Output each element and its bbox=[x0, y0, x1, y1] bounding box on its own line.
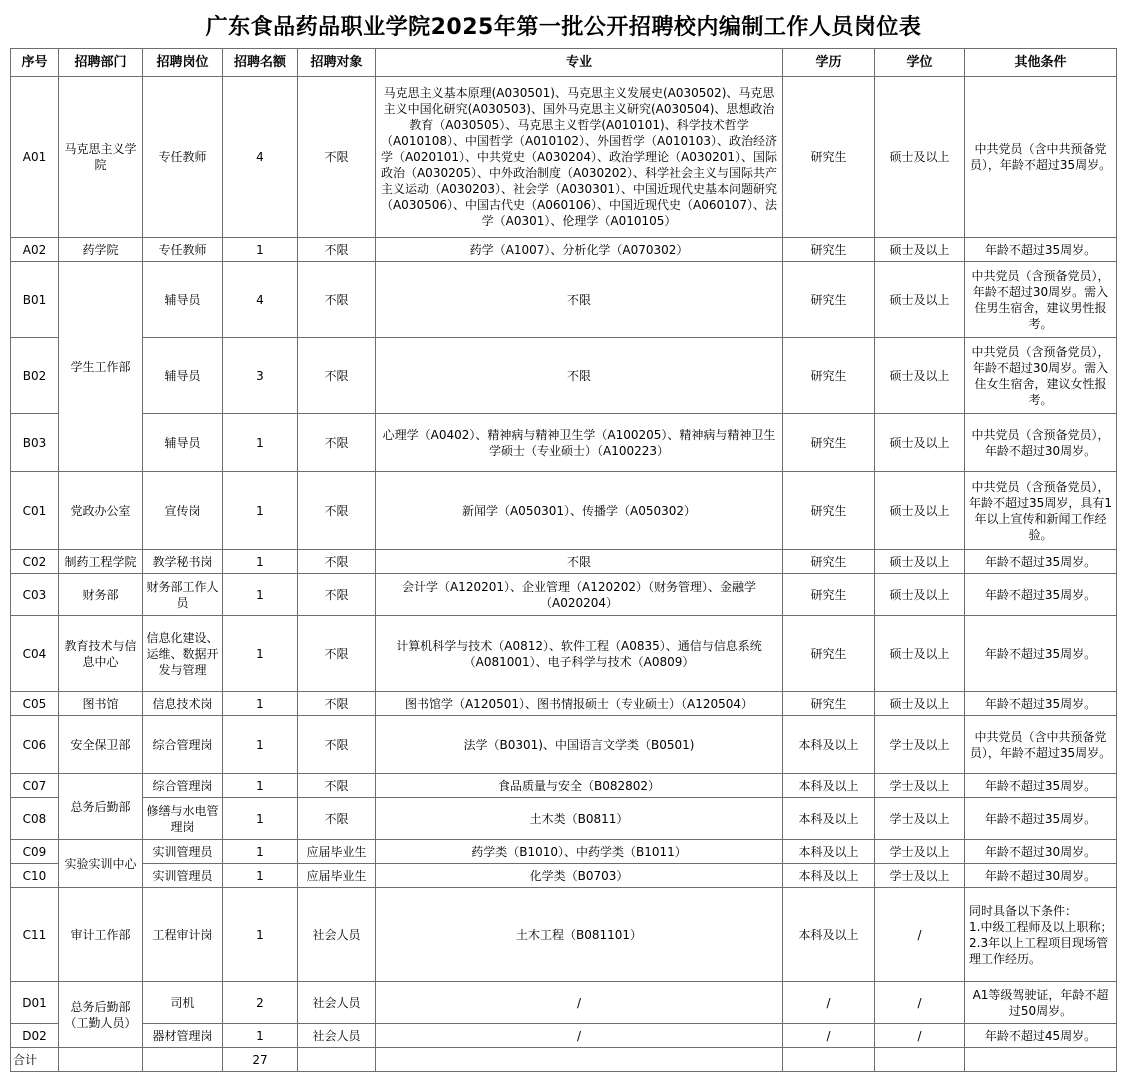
cell-target: 不限 bbox=[298, 692, 376, 716]
cell-count: 1 bbox=[223, 864, 298, 888]
cell-post: 信息技术岗 bbox=[143, 692, 223, 716]
cell-post: 实训管理员 bbox=[143, 864, 223, 888]
cell-edu: 研究生 bbox=[783, 262, 875, 338]
cell-count: 1 bbox=[223, 550, 298, 574]
cell-dept: 马克思主义学院 bbox=[59, 77, 143, 238]
header-cell: 序号 bbox=[11, 49, 59, 77]
cell-count: 1 bbox=[223, 1024, 298, 1048]
cell-degree: 硕士及以上 bbox=[875, 77, 965, 238]
cell-post: 综合管理岗 bbox=[143, 774, 223, 798]
cell-id: C03 bbox=[11, 574, 59, 616]
cell-degree: 硕士及以上 bbox=[875, 414, 965, 472]
cell-count: 4 bbox=[223, 77, 298, 238]
cell-major: 图书馆学（A120501）、图书情报硕士（专业硕士）（A120504） bbox=[376, 692, 783, 716]
table-row bbox=[11, 864, 1117, 888]
table-row bbox=[11, 77, 1117, 238]
cell-edu: 研究生 bbox=[783, 574, 875, 616]
cell-post: 器材管理岗 bbox=[143, 1024, 223, 1048]
cell-other: 年龄不超过45周岁。 bbox=[965, 1024, 1117, 1048]
cell-target: 社会人员 bbox=[298, 1024, 376, 1048]
cell-other: 中共党员（含中共预备党员），年龄不超过35周岁。 bbox=[965, 77, 1117, 238]
cell-id: C11 bbox=[11, 888, 59, 982]
cell-target: 不限 bbox=[298, 262, 376, 338]
cell-degree: / bbox=[875, 982, 965, 1024]
cell-count: 1 bbox=[223, 414, 298, 472]
page-title: 广东食品药品职业学院2025年第一批公开招聘校内编制工作人员岗位表 bbox=[205, 15, 922, 40]
table-row bbox=[11, 1024, 1117, 1048]
table-row bbox=[11, 574, 1117, 616]
table-row bbox=[11, 414, 1117, 472]
cell-dept: 财务部 bbox=[59, 574, 143, 616]
cell-edu: 本科及以上 bbox=[783, 864, 875, 888]
table-row bbox=[11, 774, 1117, 798]
cell-post: 信息化建设、运维、数据开发与管理 bbox=[143, 616, 223, 692]
cell-count: 1 bbox=[223, 840, 298, 864]
cell-other: 中共党员（含预备党员），年龄不超过30周岁。 bbox=[965, 414, 1117, 472]
cell-id: C07 bbox=[11, 774, 59, 798]
cell-dept: 总务后勤部（工勤人员） bbox=[59, 982, 143, 1048]
cell-post: 辅导员 bbox=[143, 338, 223, 414]
cell-count: 1 bbox=[223, 888, 298, 982]
cell-count: 2 bbox=[223, 982, 298, 1024]
cell-degree: 学士及以上 bbox=[875, 798, 965, 840]
cell-post: 教学秘书岗 bbox=[143, 550, 223, 574]
cell-edu: / bbox=[783, 1024, 875, 1048]
cell-dept: 图书馆 bbox=[59, 692, 143, 716]
cell-edu: 本科及以上 bbox=[783, 716, 875, 774]
cell-target: 不限 bbox=[298, 77, 376, 238]
cell-count: 4 bbox=[223, 262, 298, 338]
table-row bbox=[11, 262, 1117, 338]
cell-degree: 学士及以上 bbox=[875, 864, 965, 888]
cell-id: C06 bbox=[11, 716, 59, 774]
cell-count: 1 bbox=[223, 472, 298, 550]
cell-id: B03 bbox=[11, 414, 59, 472]
cell-degree: 硕士及以上 bbox=[875, 616, 965, 692]
cell-target: 社会人员 bbox=[298, 888, 376, 982]
header-cell: 学位 bbox=[875, 49, 965, 77]
cell-degree: / bbox=[875, 1024, 965, 1048]
cell-degree: 硕士及以上 bbox=[875, 338, 965, 414]
recruitment-table bbox=[10, 48, 1117, 1072]
cell-target: 不限 bbox=[298, 338, 376, 414]
cell-post: 专任教师 bbox=[143, 238, 223, 262]
cell-post: 司机 bbox=[143, 982, 223, 1024]
header-cell: 招聘对象 bbox=[298, 49, 376, 77]
cell-edu: 本科及以上 bbox=[783, 840, 875, 864]
cell-id: A02 bbox=[11, 238, 59, 262]
cell-major: 不限 bbox=[376, 338, 783, 414]
cell-other: 年龄不超过35周岁。 bbox=[965, 550, 1117, 574]
table-row bbox=[11, 888, 1117, 982]
cell-other: 年龄不超过35周岁。 bbox=[965, 798, 1117, 840]
cell-other: 中共党员（含预备党员），年龄不超过30周岁。需入住女生宿舍，建议女性报考。 bbox=[965, 338, 1117, 414]
cell-edu: 研究生 bbox=[783, 692, 875, 716]
empty-cell bbox=[59, 1048, 143, 1072]
empty-cell bbox=[783, 1048, 875, 1072]
cell-other: 年龄不超过35周岁。 bbox=[965, 692, 1117, 716]
cell-count: 1 bbox=[223, 716, 298, 774]
cell-target: 不限 bbox=[298, 472, 376, 550]
cell-degree: 学士及以上 bbox=[875, 716, 965, 774]
cell-post: 宣传岗 bbox=[143, 472, 223, 550]
total-label: 合计 bbox=[11, 1048, 59, 1072]
header-row bbox=[11, 49, 1117, 77]
table-row bbox=[11, 982, 1117, 1024]
cell-id: C04 bbox=[11, 616, 59, 692]
empty-cell bbox=[298, 1048, 376, 1072]
cell-other: 年龄不超过35周岁。 bbox=[965, 774, 1117, 798]
cell-edu: 研究生 bbox=[783, 472, 875, 550]
table-row bbox=[11, 550, 1117, 574]
cell-id: C09 bbox=[11, 840, 59, 864]
cell-other: 年龄不超过35周岁。 bbox=[965, 574, 1117, 616]
cell-other: 年龄不超过30周岁。 bbox=[965, 840, 1117, 864]
cell-count: 1 bbox=[223, 574, 298, 616]
cell-count: 1 bbox=[223, 616, 298, 692]
cell-edu: 研究生 bbox=[783, 338, 875, 414]
cell-dept: 药学院 bbox=[59, 238, 143, 262]
cell-major: 不限 bbox=[376, 262, 783, 338]
cell-target: 不限 bbox=[298, 774, 376, 798]
cell-id: B01 bbox=[11, 262, 59, 338]
cell-target: 不限 bbox=[298, 716, 376, 774]
cell-dept: 制药工程学院 bbox=[59, 550, 143, 574]
header-cell: 招聘岗位 bbox=[143, 49, 223, 77]
cell-major: 不限 bbox=[376, 550, 783, 574]
cell-id: D01 bbox=[11, 982, 59, 1024]
cell-target: 不限 bbox=[298, 616, 376, 692]
cell-id: D02 bbox=[11, 1024, 59, 1048]
cell-edu: 研究生 bbox=[783, 77, 875, 238]
cell-dept: 党政办公室 bbox=[59, 472, 143, 550]
cell-major: 药学类（B1010）、中药学类（B1011） bbox=[376, 840, 783, 864]
cell-other: A1等级驾驶证，年龄不超过50周岁。 bbox=[965, 982, 1117, 1024]
cell-other: 年龄不超过35周岁。 bbox=[965, 238, 1117, 262]
cell-target: 不限 bbox=[298, 550, 376, 574]
cell-degree: 硕士及以上 bbox=[875, 238, 965, 262]
table-row bbox=[11, 472, 1117, 550]
cell-id: C08 bbox=[11, 798, 59, 840]
cell-degree: 硕士及以上 bbox=[875, 262, 965, 338]
cell-count: 1 bbox=[223, 774, 298, 798]
cell-post: 辅导员 bbox=[143, 262, 223, 338]
cell-major: 心理学（A0402）、精神病与精神卫生学（A100205）、精神病与精神卫生学硕士（专业硕士）（A100223） bbox=[376, 414, 783, 472]
table-row bbox=[11, 840, 1117, 864]
cell-id: C10 bbox=[11, 864, 59, 888]
cell-dept: 安全保卫部 bbox=[59, 716, 143, 774]
cell-count: 1 bbox=[223, 798, 298, 840]
cell-degree: 硕士及以上 bbox=[875, 692, 965, 716]
cell-post: 辅导员 bbox=[143, 414, 223, 472]
cell-edu: 本科及以上 bbox=[783, 798, 875, 840]
cell-major: 法学（B0301)、中国语言文学类（B0501) bbox=[376, 716, 783, 774]
cell-degree: 硕士及以上 bbox=[875, 574, 965, 616]
cell-edu: 本科及以上 bbox=[783, 888, 875, 982]
empty-cell bbox=[143, 1048, 223, 1072]
cell-target: 不限 bbox=[298, 414, 376, 472]
cell-major: 计算机科学与技术（A0812）、软件工程（A0835）、通信与信息系统（A081001）、电子科学与技术（A0809） bbox=[376, 616, 783, 692]
empty-cell bbox=[965, 1048, 1117, 1072]
cell-major: 食品质量与安全（B082802） bbox=[376, 774, 783, 798]
header-cell: 招聘部门 bbox=[59, 49, 143, 77]
cell-major: 化学类（B0703） bbox=[376, 864, 783, 888]
header-cell: 其他条件 bbox=[965, 49, 1117, 77]
cell-other: 中共党员（含中共预备党员），年龄不超过35周岁。 bbox=[965, 716, 1117, 774]
cell-target: 应届毕业生 bbox=[298, 840, 376, 864]
cell-edu: 研究生 bbox=[783, 550, 875, 574]
cell-major: 药学（A1007）、分析化学（A070302） bbox=[376, 238, 783, 262]
cell-post: 修缮与水电管理岗 bbox=[143, 798, 223, 840]
cell-major: 新闻学（A050301）、传播学（A050302） bbox=[376, 472, 783, 550]
total-count: 27 bbox=[223, 1048, 298, 1072]
cell-other: 中共党员（含预备党员），年龄不超过30周岁。需入住男生宿舍，建议男性报考。 bbox=[965, 262, 1117, 338]
cell-target: 社会人员 bbox=[298, 982, 376, 1024]
table-row bbox=[11, 338, 1117, 414]
table-row bbox=[11, 692, 1117, 716]
cell-count: 3 bbox=[223, 338, 298, 414]
table-row bbox=[11, 238, 1117, 262]
header-cell: 学历 bbox=[783, 49, 875, 77]
cell-dept: 审计工作部 bbox=[59, 888, 143, 982]
cell-degree: 学士及以上 bbox=[875, 840, 965, 864]
cell-other: 年龄不超过35周岁。 bbox=[965, 616, 1117, 692]
cell-edu: 研究生 bbox=[783, 616, 875, 692]
cell-degree: 硕士及以上 bbox=[875, 472, 965, 550]
header-cell: 专业 bbox=[376, 49, 783, 77]
cell-major: 土木类（B0811） bbox=[376, 798, 783, 840]
cell-count: 1 bbox=[223, 692, 298, 716]
cell-id: C05 bbox=[11, 692, 59, 716]
cell-post: 综合管理岗 bbox=[143, 716, 223, 774]
cell-edu: 研究生 bbox=[783, 238, 875, 262]
cell-post: 实训管理员 bbox=[143, 840, 223, 864]
table-row bbox=[11, 798, 1117, 840]
cell-dept: 总务后勤部 bbox=[59, 774, 143, 840]
cell-major: / bbox=[376, 1024, 783, 1048]
cell-dept: 学生工作部 bbox=[59, 262, 143, 472]
cell-edu: 研究生 bbox=[783, 414, 875, 472]
cell-degree: 硕士及以上 bbox=[875, 550, 965, 574]
header-cell: 招聘名额 bbox=[223, 49, 298, 77]
empty-cell bbox=[376, 1048, 783, 1072]
cell-id: A01 bbox=[11, 77, 59, 238]
cell-count: 1 bbox=[223, 238, 298, 262]
cell-major: 会计学（A120201）、企业管理（A120202）（财务管理）、金融学（A020204） bbox=[376, 574, 783, 616]
cell-other: 中共党员（含预备党员），年龄不超过35周岁，具有1年以上宣传和新闻工作经验。 bbox=[965, 472, 1117, 550]
cell-degree: 学士及以上 bbox=[875, 774, 965, 798]
cell-target: 不限 bbox=[298, 238, 376, 262]
cell-target: 不限 bbox=[298, 798, 376, 840]
cell-id: C02 bbox=[11, 550, 59, 574]
cell-major: 马克思主义基本原理(A030501)、马克思主义发展史(A030502)、马克思主义中国化研究(A030503)、国外马克思主义研究(A030504)、思想政治教育（A030505）、马克思主义哲学(A010101)、科学技术哲学（A010108）、中国哲学（A010102）、外国哲学（A010103）、政治经济学（A020101）、中共党史（A030204）、政治学理论（A030201）、国际政治（A030205）、中外政治制度（A030202）、科学社会主义与国际共产主义运动（A030203）、社会学（A030301）、中国近现代史基本问题研究（A030506）、中国古代史（A060106）、中国近现代史（A060107）、法学（A0301）、伦理学（A010105） bbox=[376, 77, 783, 238]
cell-dept: 教育技术与信息中心 bbox=[59, 616, 143, 692]
cell-major: 土木工程（B081101） bbox=[376, 888, 783, 982]
cell-post: 工程审计岗 bbox=[143, 888, 223, 982]
cell-edu: / bbox=[783, 982, 875, 1024]
cell-target: 不限 bbox=[298, 574, 376, 616]
table-row bbox=[11, 716, 1117, 774]
cell-other: 年龄不超过30周岁。 bbox=[965, 864, 1117, 888]
cell-id: C01 bbox=[11, 472, 59, 550]
table-row bbox=[11, 616, 1117, 692]
cell-post: 专任教师 bbox=[143, 77, 223, 238]
cell-other: 同时具备以下条件： 1.中级工程师及以上职称； 2.3年以上工程项目现场管理工作经历。 bbox=[965, 888, 1117, 982]
cell-id: B02 bbox=[11, 338, 59, 414]
cell-degree: / bbox=[875, 888, 965, 982]
cell-dept: 实验实训中心 bbox=[59, 840, 143, 888]
cell-edu: 本科及以上 bbox=[783, 774, 875, 798]
cell-post: 财务部工作人员 bbox=[143, 574, 223, 616]
cell-major: / bbox=[376, 982, 783, 1024]
cell-target: 应届毕业生 bbox=[298, 864, 376, 888]
empty-cell bbox=[875, 1048, 965, 1072]
total-row bbox=[11, 1048, 1117, 1072]
